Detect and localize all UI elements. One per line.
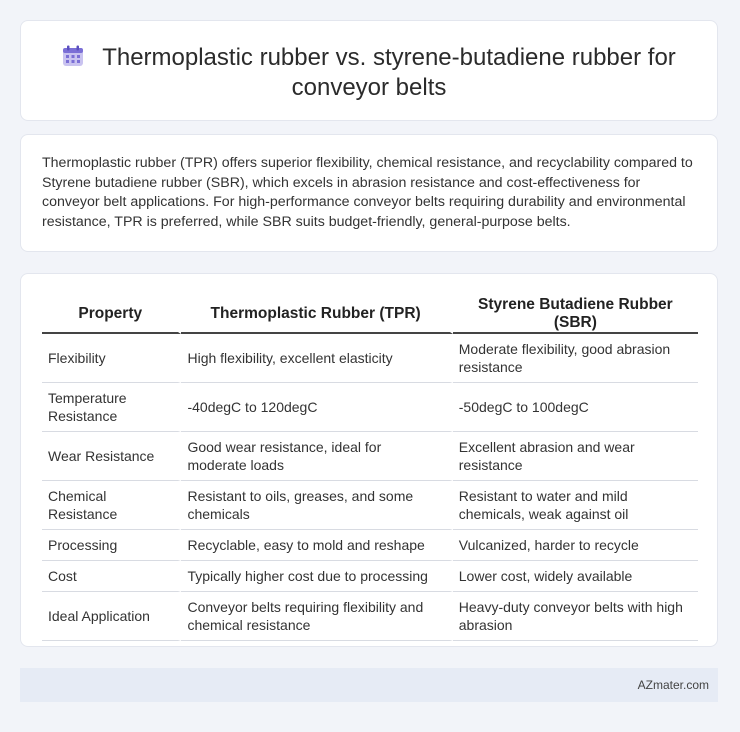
comparison-table: [42, 296, 698, 641]
row-tpr-value: Recyclable, easy to mold and reshape: [181, 530, 452, 561]
table-row: [42, 334, 698, 383]
table-row: [42, 432, 698, 481]
table-row: [42, 561, 698, 592]
comparison-card: [20, 273, 718, 647]
table-row: [42, 481, 698, 530]
row-property: Cost: [42, 561, 181, 592]
table-header-row: [42, 296, 698, 334]
table-row: [42, 592, 698, 641]
footer-bar: [20, 668, 718, 702]
row-property: Chemical Resistance: [42, 481, 181, 530]
row-sbr-value: Vulcanized, harder to recycle: [453, 530, 698, 561]
row-tpr-value: -40degC to 120degC: [181, 383, 452, 432]
table-row: [42, 383, 698, 432]
row-tpr-value: Resistant to oils, greases, and some chemicals: [181, 481, 452, 530]
row-sbr-value: Heavy-duty conveyor belts with high abrasion: [453, 592, 698, 641]
row-sbr-value: Moderate flexibility, good abrasion resistance: [453, 334, 698, 383]
header-tpr: Thermoplastic Rubber (TPR): [181, 296, 452, 334]
row-property: Processing: [42, 530, 181, 561]
table-row: [42, 530, 698, 561]
footer-site-link[interactable]: AZmater.com: [637, 678, 709, 692]
intro-paragraph: Thermoplastic rubber (TPR) offers superior flexibility, chemical resistance, and recyclability compared to Styrene butadiene rubber (SBR), which excels in abrasion resistance and cost-effectiveness for conveyor belt applications. For high-performance conveyor belts requiring durability and environmental resistance, TPR is preferred, while SBR suits budget-friendly, general-purpose belts.: [42, 155, 693, 230]
row-property: Ideal Application: [42, 592, 181, 641]
page-title-wrap: [21, 43, 717, 103]
calendar-icon: [62, 45, 84, 67]
row-property: Flexibility: [42, 334, 181, 383]
header-sbr: Styrene Butadiene Rubber (SBR): [453, 296, 698, 334]
row-tpr-value: Good wear resistance, ideal for moderate loads: [181, 432, 452, 481]
row-property: Temperature Resistance: [42, 383, 181, 432]
row-sbr-value: Resistant to water and mild chemicals, weak against oil: [453, 481, 698, 530]
row-property: Wear Resistance: [42, 432, 181, 481]
intro-card: [20, 134, 718, 252]
row-sbr-value: Excellent abrasion and wear resistance: [453, 432, 698, 481]
row-sbr-value: Lower cost, widely available: [453, 561, 698, 592]
header-property: Property: [42, 296, 181, 334]
row-tpr-value: High flexibility, excellent elasticity: [181, 334, 452, 383]
row-sbr-value: -50degC to 100degC: [453, 383, 698, 432]
row-tpr-value: Typically higher cost due to processing: [181, 561, 452, 592]
row-tpr-value: Conveyor belts requiring flexibility and chemical resistance: [181, 592, 452, 641]
title-card: [20, 20, 718, 121]
page-title: Thermoplastic rubber vs. styrene-butadiene rubber for conveyor belts: [102, 44, 676, 101]
